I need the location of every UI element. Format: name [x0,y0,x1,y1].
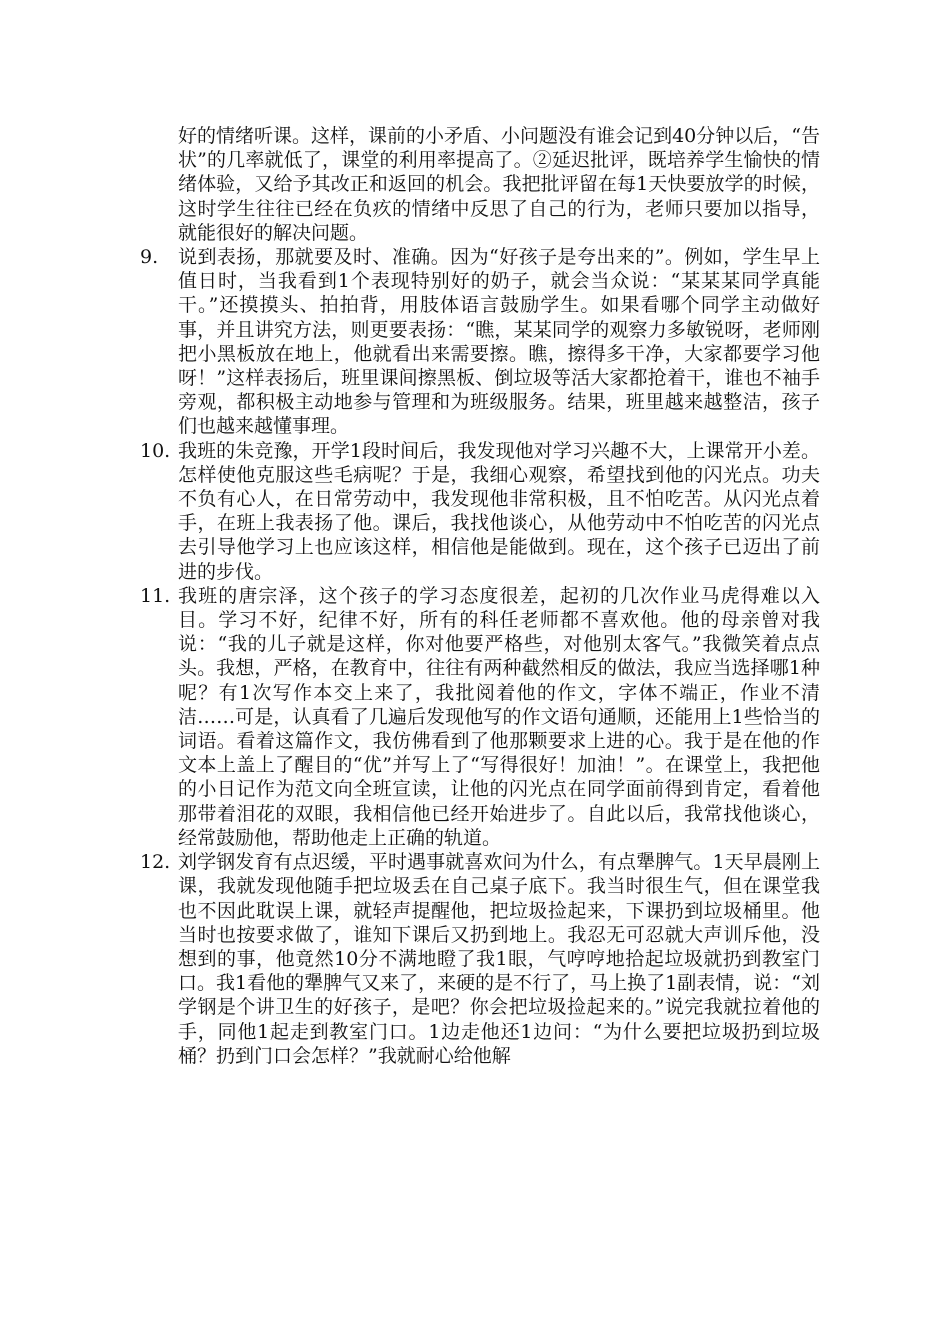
paragraph-12 [140,850,820,1068]
paragraph-number: 11. [140,584,171,607]
paragraph-number: 12. [140,851,171,874]
paragraph-number: 10. [140,439,171,462]
paragraph-number: 9. [140,246,159,269]
document-body [140,124,820,1068]
paragraph-text: 刘学钢发育有点迟缓，平时遇事就喜欢问为什么，有点犟脾气。1天早晨刚上课，我就发现他随手把垃圾丢在自己桌子底下。我当时很生气，但在课堂我也不因此耽误上课，就轻声提醒他，把垃圾捡起来，下课扔到垃圾桶里。他当时也按要求做了，谁知下课后又扔到地上。我忍无可忍就大声训斥他，没想到的事，他竟然10分不满地瞪了我1眼，气哼哼地拾起垃圾就扔到教室门口。我1看他的犟脾气又来了，来硬的是不行了，马上换了1副表情，说：“刘学钢是个讲卫生的好孩子，是吧？你会把垃圾捡起来的。”说完我就拉着他的手，同他1起走到教室门口。1边走他还1边问：“为什么要把垃圾扔到垃圾桶？扔到门口会怎样？”我就耐心给他解 [178,851,820,1067]
paragraph-text: 我班的唐宗泽，这个孩子的学习态度很差，起初的几次作业马虎得难以入目。学习不好，纪律不好，所有的科任老师都不喜欢他。他的母亲曾对我说：“我的儿子就是这样，你对他要严格些，对他别太客气。”我微笑着点点头。我想，严格，在教育中，往往有两种截然相反的做法，我应当选择哪1种呢？有1次写作本交上来了，我批阅着他的作文，字体不端正，作业不清洁……可是，认真看了几遍后发现他写的作文语句通顺，还能用上1些恰当的词语。看着这篇作文，我仿佛看到了他那颗要求上进的心。我于是在他的作文本上盖上了醒目的“优”并写上了“写得很好！加油！”。在课堂上，我把他的小日记作为范文向全班宣读，让他的闪光点在同学面前得到肯定，看着他那带着泪花的双眼，我相信他已经开始进步了。自此以后，我常找他谈心，经常鼓励他，帮助他走上正确的轨道。 [178,584,820,849]
paragraph-text: 我班的朱竞豫，开学1段时间后，我发现他对学习兴趣不大，上课常开小差。怎样使他克服这些毛病呢？于是，我细心观察，希望找到他的闪光点。功夫不负有心人，在日常劳动中，我发现他非常积极，且不怕吃苦。从闪光点着手，在班上我表扬了他。课后，我找他谈心，从他劳动中不怕吃苦的闪光点去引导他学习上也应该这样，相信他是能做到。现在，这个孩子已迈出了前进的步伐。 [178,439,820,583]
paragraph-9 [140,245,820,439]
paragraph-text: 说到表扬，那就要及时、准确。因为“好孩子是夸出来的”。例如，学生早上值日时，当我看到1个表现特别好的奶子，就会当众说：“某某某同学真能干。”还摸摸头、拍拍背，用肢体语言鼓励学生。如果看哪个同学主动做好事，并且讲究方法，则更要表扬：“瞧，某某同学的观察力多敏锐呀，老师刚把小黑板放在地上，他就看出来需要擦。瞧，擦得多干净，大家都要学习他呀！”这样表扬后，班里课间擦黑板、倒垃圾等活大家都抢着干，谁也不袖手旁观，都积极主动地参与管理和为班级服务。结果，班里越来越整洁，孩子们也越来越懂事理。 [178,246,820,438]
paragraph-11 [140,584,820,850]
paragraph-continuation [140,124,820,245]
paragraph-10 [140,439,820,584]
paragraph-text: 好的情绪听课。这样，课前的小矛盾、小问题没有谁会记到40分钟以后，“告状”的几率就低了，课堂的利用率提高了。②延迟批评，既培养学生愉快的情绪体验，又给予其改正和返回的机会。我把批评留在每1天快要放学的时候，这时学生往往已经在负疚的情绪中反思了自己的行为，老师只要加以指导，就能很好的解决问题。 [178,125,820,244]
